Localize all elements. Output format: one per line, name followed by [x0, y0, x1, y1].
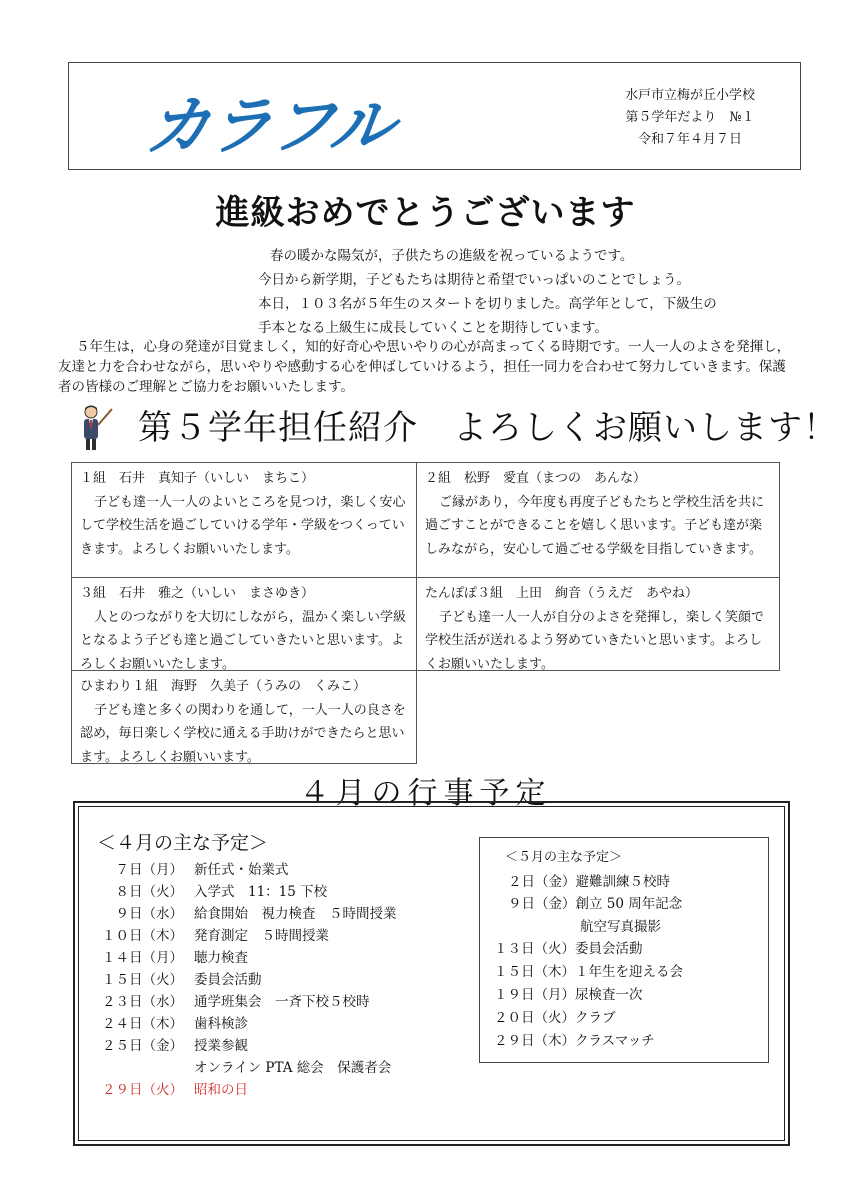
may-item: ２日（金）避難訓練５校時: [508, 874, 670, 890]
teacher-message: 人とのつながりを大切にしながら，温かく楽しい学級となるよう子ども達と過ごしていきたいと思います。よろしくお願いいたします。: [80, 609, 407, 672]
may-schedule-box: [479, 837, 769, 1063]
teacher-message: 子ども達一人一人のよいところを見つけ，楽しく安心して学校生活を過ごしていける学年・学級をつくっていきます。よろしくお願いいたします。: [80, 494, 406, 557]
schedule-desc: 昭和の日: [194, 1082, 248, 1098]
schedule-desc: 委員会活動: [194, 972, 262, 988]
schedule-item: [102, 1034, 248, 1054]
schedule-desc: 通学班集会 一斉下校５校時: [194, 994, 370, 1010]
newsletter-header: [68, 62, 801, 170]
schedule-date: ２９日（火）: [102, 1082, 183, 1098]
teacher-message: 子ども達一人一人が自分のよさを発揮し，楽しく笑顔で学校生活が送れるよう努めていきたいと思います。よろしくお願いいたします。: [425, 609, 765, 672]
teacher-name: ひまわり１組 海野 久美子（うみの くみこ）: [80, 679, 367, 694]
may-item: １３日（火）委員会活動: [494, 941, 643, 957]
page-title: 進級おめでとうございます: [215, 193, 636, 233]
teacher-card: [416, 577, 780, 671]
schedule-item-holiday: [102, 1078, 248, 1098]
schedule-date: ２３日（水）: [102, 994, 183, 1010]
may-item: ２９日（木）クラスマッチ: [494, 1033, 655, 1049]
schedule-desc: 入学式 11：15 下校: [194, 884, 328, 900]
schedule-date: １５日（火）: [102, 972, 183, 988]
greeting-line-3: 本日，１０３名が５年生のスタートを切りました。高学年として，下級生の: [258, 296, 717, 312]
teacher-icon: [80, 405, 114, 451]
teacher-name: ２組 松野 愛直（まつの あんな）: [425, 471, 647, 486]
schedule-desc: 給食開始 視力検査 ５時間授業: [194, 906, 397, 922]
greeting-line-1: 春の暖かな陽気が，子供たちの進級を祝っているようです。: [270, 248, 634, 264]
teacher-name: １組 石井 真知子（いしい まちこ）: [80, 471, 315, 486]
greeting-paragraph: ５年生は，心身の発達が目覚ましく，知的好奇心や思いやりの心が高まってくる時期です。一人一人のよさを発揮し，友達と力を合わせながら，思いやりや感動する心を伸ばしていけるよう，担任一同力を合わせて努力していきます。保護者の皆様のご理解とご協力をお願いいたします。: [58, 339, 791, 395]
school-info: [625, 85, 755, 151]
schedule-desc: 新任式・始業式: [194, 862, 289, 878]
teacher-section-title: 第５学年担任紹介 よろしくお願いします！: [138, 408, 838, 448]
schedule-date: ７日（月）: [102, 862, 183, 878]
schedule-date: ２４日（木）: [102, 1016, 183, 1032]
may-schedule-title: ＜５月の主な予定＞: [505, 850, 623, 865]
may-item: １９日（月）尿検査一次: [494, 987, 643, 1003]
teacher-card: [71, 670, 417, 764]
teacher-message: ご縁があり，今年度も再度子どもたちと学校生活を共に過ごすことができることを嬉しく思います。子ども達が楽しみながら，安心して過ごせる学級を目指していきます。: [425, 494, 765, 557]
schedule-desc: 授業参観: [194, 1038, 248, 1054]
issue-date: 令和７年４月７日: [637, 132, 742, 147]
schedule-desc: 歯科検診: [194, 1016, 248, 1032]
schedule-desc: 発育測定 ５時間授業: [194, 928, 329, 944]
teacher-card: [416, 462, 780, 578]
schedule-item: [102, 880, 327, 900]
teacher-name: ３組 石井 雅之（いしい まさゆき）: [80, 586, 315, 601]
may-item: ２０日（火）クラブ: [494, 1010, 616, 1026]
schedule-item: [102, 1056, 391, 1076]
schedule-item: [102, 1012, 248, 1032]
april-schedule-title: ＜４月の主な予定＞: [97, 832, 269, 854]
may-item: 航空写真撮影: [580, 919, 661, 935]
schedule-item: [102, 968, 262, 988]
school-name: 水戸市立梅が丘小学校: [624, 88, 755, 103]
newsletter-number: 第５学年だより №１: [625, 110, 755, 125]
schedule-desc: 聴力検査: [194, 950, 248, 966]
schedule-item: [102, 946, 248, 966]
schedule-item: [102, 990, 370, 1010]
events-title: ４月の行事予定: [299, 776, 552, 811]
newsletter-logo: カラフル: [142, 90, 396, 164]
may-item: ９日（金）創立 50 周年記念: [508, 896, 683, 912]
schedule-desc: オンライン PTA 総会 保護者会: [194, 1060, 392, 1076]
schedule-item: [102, 858, 289, 878]
schedule-date: ９日（水）: [102, 906, 183, 922]
teacher-card: [71, 577, 417, 671]
teacher-card: [71, 462, 417, 578]
schedule-item: [102, 902, 397, 922]
teacher-message: 子ども達と多くの関わりを通して，一人一人の良さを認め，毎日楽しく学校に通える手助けができたらと思います。よろしくお願いいます。: [80, 702, 406, 765]
schedule-date: ８日（火）: [102, 884, 183, 900]
schedule-date: ２５日（金）: [102, 1038, 183, 1054]
teacher-name: たんぽぽ３組 上田 絢音（うえだ あやね）: [425, 586, 699, 601]
may-item: １５日（木）１年生を迎える会: [494, 964, 683, 980]
schedule-date: １４日（月）: [102, 950, 183, 966]
schedule-date: １０日（木）: [102, 928, 183, 944]
schedule-item: [102, 924, 329, 944]
greeting-line-4: 手本となる上級生に成長していくことを期待しています。: [258, 320, 608, 336]
greeting-line-2: 今日から新学期，子どもたちは期待と希望でいっぱいのことでしょう。: [258, 272, 690, 288]
